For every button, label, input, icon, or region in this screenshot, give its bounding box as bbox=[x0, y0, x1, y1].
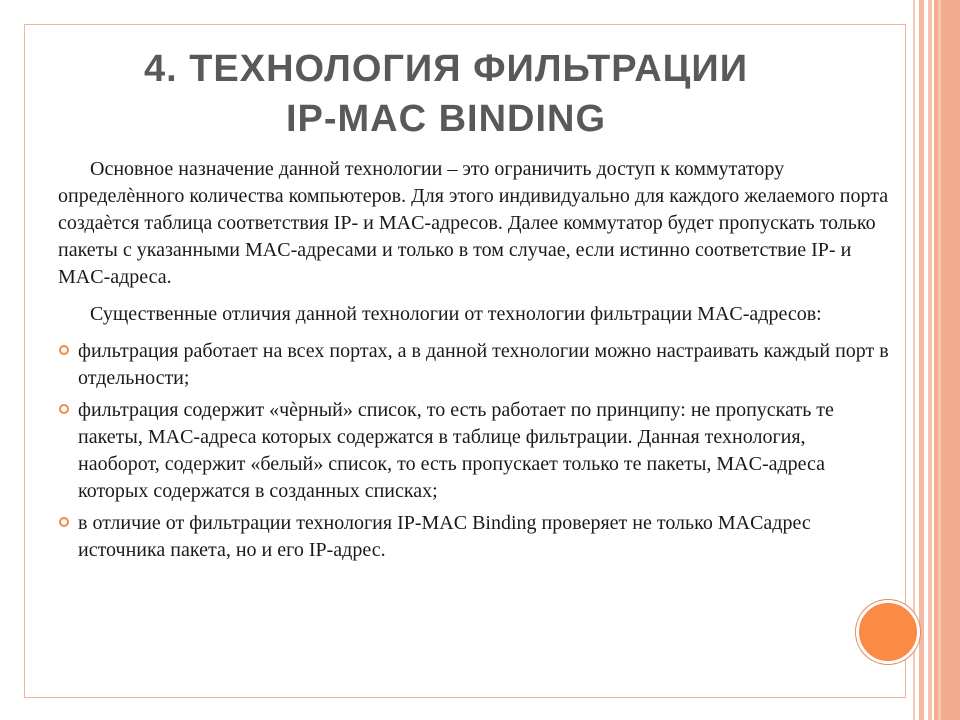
list-item bbox=[58, 397, 890, 505]
slide-title bbox=[40, 44, 852, 144]
list-item bbox=[58, 338, 890, 392]
differences-paragraph: Существенные отличия данной технологии от технологии фильтрации MAC-адресов: bbox=[90, 303, 822, 325]
bullet-circle-icon bbox=[59, 517, 69, 527]
decor-circle-icon bbox=[856, 600, 920, 664]
bullet-circle-icon bbox=[59, 345, 69, 355]
list-item-text: фильтрация содержит «чѐрный» список, то есть работает по принципу: не пропускать те пакеты, MAC-адреса которых содержатся в таблице фильтрации. Данная технология, наоборот, содержит «белый» список, то есть пропускает только те пакеты, MAC-адреса которых содержатся в созданных списках; bbox=[78, 399, 834, 502]
decor-stripe-inner bbox=[938, 0, 941, 720]
title-line-1: 4. ТЕХНОЛОГИЯ ФИЛЬТРАЦИИ bbox=[143, 48, 749, 90]
decor-stripe bbox=[928, 0, 932, 720]
differences-list bbox=[58, 338, 890, 564]
intro-paragraph: Основное назначение данной технологии – это ограничить доступ к коммутатору определѐнного количества компьютеров. Для этого индивидуально для каждого желаемого порта создаѐтся таблица соответствия IP- и MAC-адресов. Далее коммутатор будет пропускать только пакеты с указанными MAC-адресами и только в том случае, если истинно соответствие IP- и MAC-адреса. bbox=[58, 158, 889, 288]
decor-stripe bbox=[919, 0, 924, 720]
slide-body bbox=[58, 156, 890, 569]
list-item-text: в отличие от фильтрации технология IP-MAC Binding проверяет не только MACадрес источника пакета, но и его IP-адрес. bbox=[78, 512, 811, 561]
list-item-text: фильтрация работает на всех портах, а в данной технологии можно настраивать каждый порт в отдельности; bbox=[78, 340, 889, 389]
bullet-circle-icon bbox=[59, 404, 69, 414]
list-item bbox=[58, 510, 890, 564]
title-line-2: IP-MAC BINDING bbox=[285, 98, 607, 140]
